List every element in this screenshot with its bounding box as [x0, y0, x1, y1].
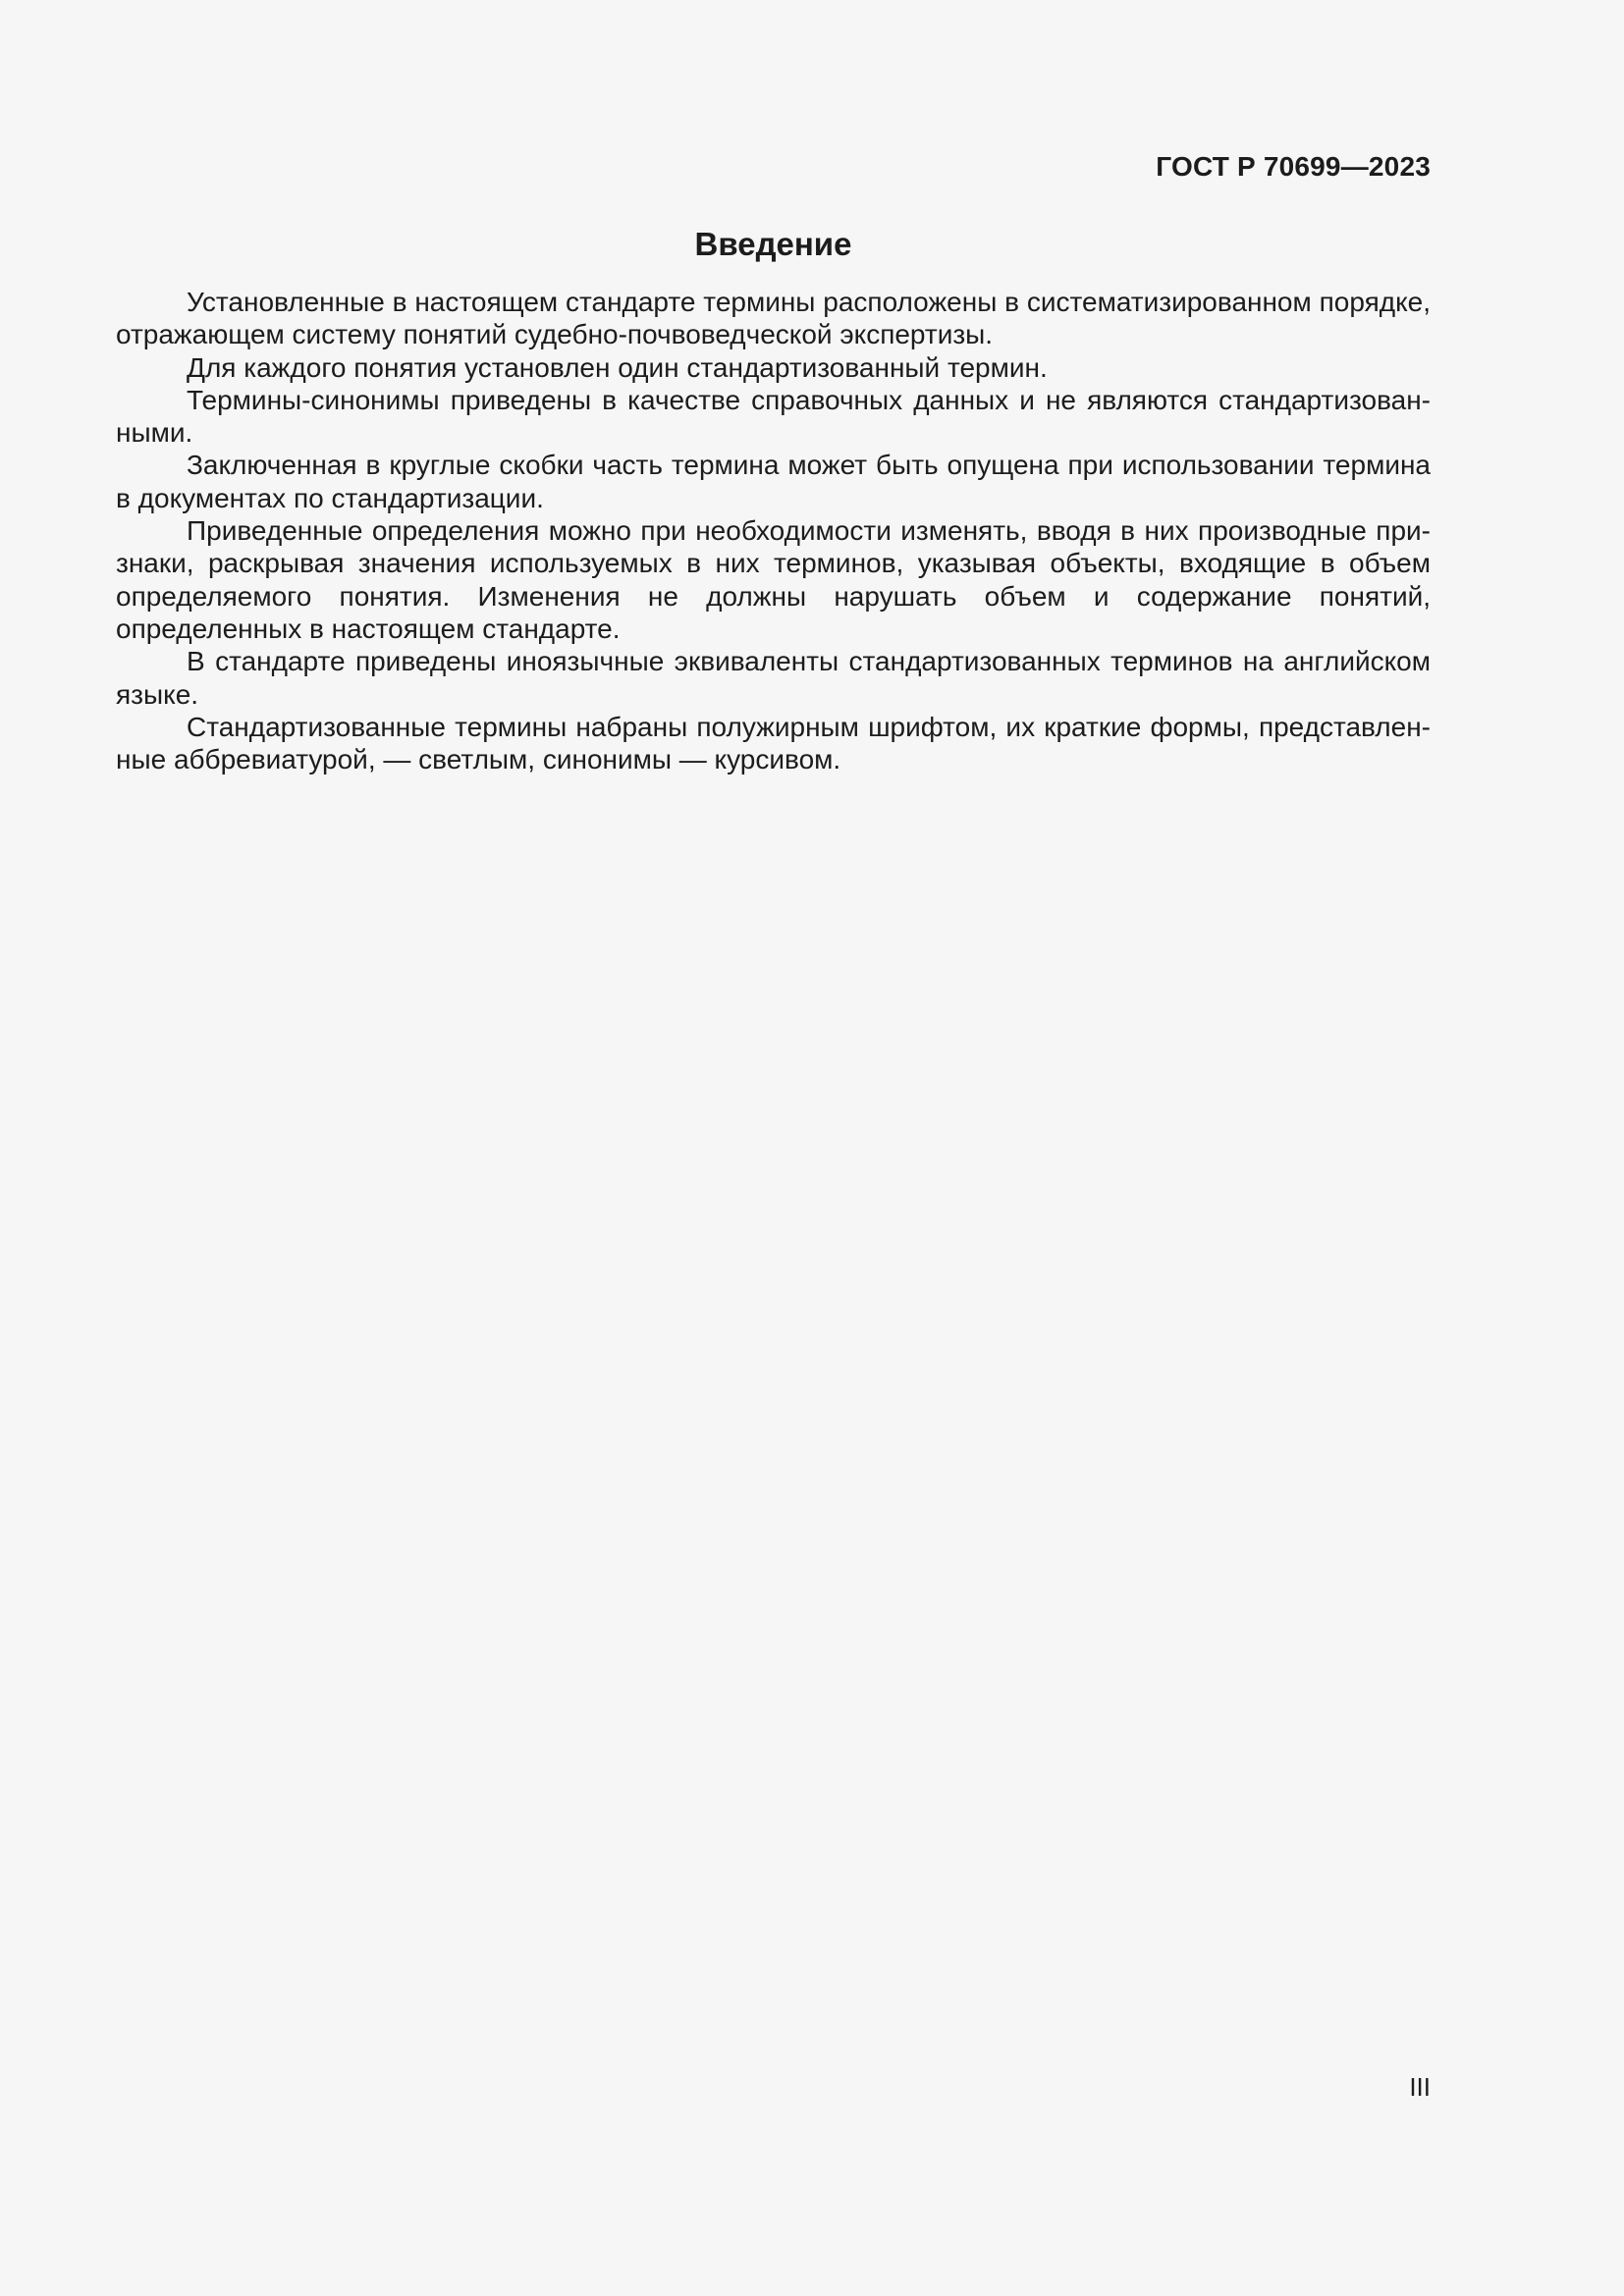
paragraph: Установленные в настоящем стандарте термины расположены в систематизированном порядке, отражающем систему понятий судебно-почвоведческой экспертизы.	[116, 287, 1431, 350]
section-body	[116, 286, 1431, 775]
paragraph: Заключенная в круглые скобки часть термина может быть опущена при использовании термина в документах по стандартизации.	[116, 450, 1431, 513]
paragraph: Термины-синонимы приведены в качестве справочных данных и не являются стандартизованными.	[116, 384, 1431, 449]
document-code: ГОСТ Р 70699—2023	[1156, 151, 1431, 182]
section-title: Введение	[694, 226, 852, 262]
paragraph: Для каждого понятия установлен один стандартизованный термин.	[187, 351, 1048, 383]
paragraph: В стандарте приведены иноязычные эквиваленты стандартизованных терминов на английском языке.	[116, 646, 1431, 710]
paragraph: Приведенные определения можно при необходимости изменять, вводя в них производные признаки, раскрывая значения используемых в них терминов, указывая объекты, входящие в объем определяемого понятия. Изменения не должны нарушать объем и содержание понятий, определенных в настоящем стандарте.	[116, 515, 1431, 644]
paragraph: Стандартизованные термины набраны полужирным шрифтом, их краткие формы, представленные аббревиатурой, — светлым, синонимы — курсивом.	[116, 711, 1431, 775]
page-number: III	[1409, 2072, 1431, 2102]
